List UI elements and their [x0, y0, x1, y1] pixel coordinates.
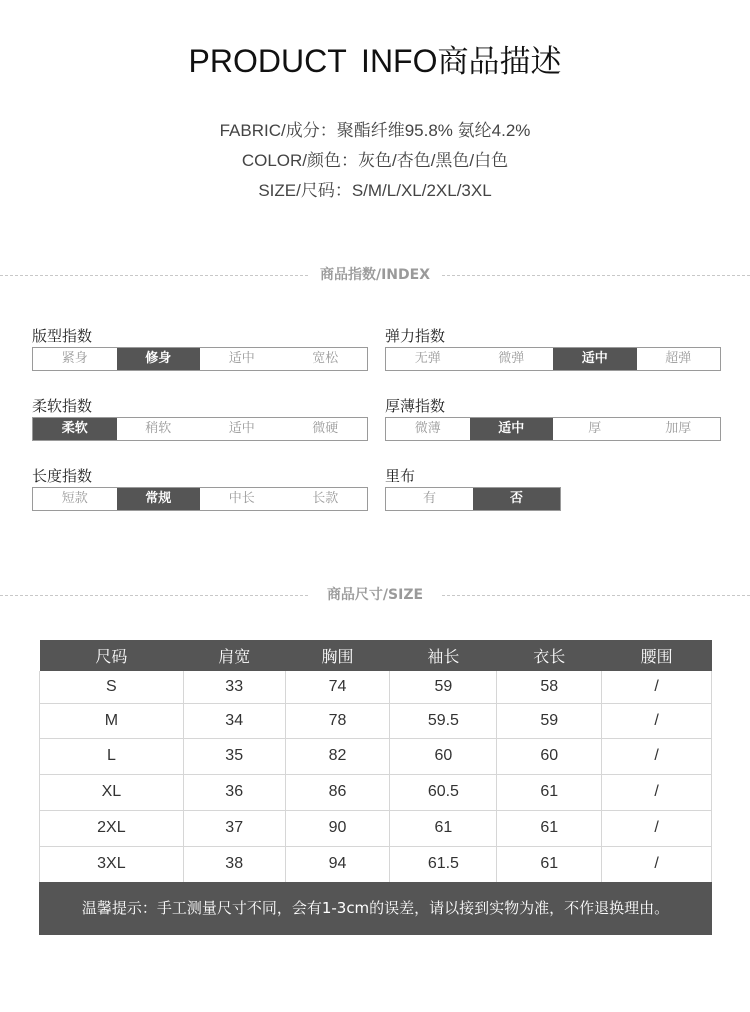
lining-option: 否 — [473, 488, 560, 510]
table-cell: 60.5 — [390, 774, 497, 810]
table-cell: / — [602, 810, 712, 846]
title-cn: 商品描述 — [437, 44, 562, 80]
table-cell: 58 — [497, 671, 602, 703]
index-divider — [0, 265, 750, 285]
table-row — [40, 738, 712, 774]
table-cell: L — [40, 738, 184, 774]
thick-option: 加厚 — [665, 421, 692, 436]
table-cell: 38 — [183, 846, 285, 882]
elastic-index-title: 弹力指数 — [385, 327, 446, 345]
header-cell: 肩宽 — [183, 640, 285, 671]
fabric-line: FABRIC/成分：聚酯纤维95.8% 氨纶4.2% — [219, 121, 531, 140]
table-cell: 61 — [497, 774, 602, 810]
table-cell: 90 — [285, 810, 390, 846]
elastic-option: 超弹 — [665, 351, 692, 366]
table-cell: 78 — [285, 703, 390, 738]
table-cell: 94 — [285, 846, 390, 882]
table-cell: / — [602, 703, 712, 738]
length-option: 长款 — [312, 491, 339, 506]
fit-option: 紧身 — [61, 351, 88, 366]
table-cell: / — [602, 774, 712, 810]
table-row — [40, 671, 712, 703]
table-cell: 36 — [183, 774, 285, 810]
table-cell: 59 — [390, 671, 497, 703]
table-cell: XL — [40, 774, 184, 810]
table-cell: 33 — [183, 671, 285, 703]
table-cell: 35 — [183, 738, 285, 774]
fit-index-scale — [32, 347, 368, 371]
size-table-header — [40, 640, 712, 671]
table-cell: / — [602, 738, 712, 774]
soft-option: 适中 — [228, 421, 255, 436]
soft-option: 微硬 — [312, 421, 339, 436]
table-cell: 60 — [497, 738, 602, 774]
size-table-body — [40, 671, 712, 882]
table-cell: 3XL — [40, 846, 184, 882]
fit-option: 适中 — [228, 351, 255, 366]
length-option: 短款 — [61, 491, 88, 506]
lining-option: 有 — [422, 491, 436, 506]
table-cell: 59.5 — [390, 703, 497, 738]
table-cell: 37 — [183, 810, 285, 846]
length-option: 中长 — [228, 491, 255, 506]
length-index-title: 长度指数 — [32, 467, 93, 485]
soft-option: 柔软 — [33, 418, 117, 440]
header-cell: 尺码 — [40, 640, 184, 671]
soft-index-scale — [32, 417, 368, 441]
table-cell: / — [602, 671, 712, 703]
thick-option: 微薄 — [414, 421, 441, 436]
table-cell: 86 — [285, 774, 390, 810]
table-cell: S — [40, 671, 184, 703]
thick-index-scale — [385, 417, 721, 441]
table-cell: 61 — [497, 810, 602, 846]
table-cell: / — [602, 846, 712, 882]
thick-option: 适中 — [470, 418, 554, 440]
elastic-index-scale — [385, 347, 721, 371]
table-cell: 82 — [285, 738, 390, 774]
table-cell: 74 — [285, 671, 390, 703]
warm-tip-note: 温馨提示：手工测量尺寸不同，会有1-3cm的误差，请以接到实物为准，不作退换理由。 — [39, 882, 712, 935]
page-title — [0, 36, 750, 81]
table-cell: 34 — [183, 703, 285, 738]
table-row — [40, 703, 712, 738]
thick-index-title: 厚薄指数 — [385, 397, 446, 415]
size-section-label: 商品尺寸/SIZE — [326, 587, 424, 603]
size-table — [39, 640, 712, 883]
table-cell: M — [40, 703, 184, 738]
size-line: SIZE/尺码：S/M/L/XL/2XL/3XL — [258, 181, 492, 200]
table-row — [40, 810, 712, 846]
header-cell: 腰围 — [602, 640, 712, 671]
header-cell: 袖长 — [390, 640, 497, 671]
table-cell: 60 — [390, 738, 497, 774]
size-divider — [0, 585, 750, 605]
elastic-option: 无弹 — [414, 351, 441, 366]
table-cell: 2XL — [40, 810, 184, 846]
color-line: COLOR/颜色：灰色/杏色/黑色/白色 — [241, 151, 509, 170]
lining-title: 里布 — [385, 467, 416, 485]
thick-option: 厚 — [588, 421, 602, 436]
soft-option: 稍软 — [145, 421, 172, 436]
table-row — [40, 774, 712, 810]
length-index-scale — [32, 487, 368, 511]
header-cell: 衣长 — [497, 640, 602, 671]
table-cell: 59 — [497, 703, 602, 738]
table-cell: 61 — [497, 846, 602, 882]
header-cell: 胸围 — [285, 640, 390, 671]
soft-index-title: 柔软指数 — [32, 397, 93, 415]
table-cell: 61.5 — [390, 846, 497, 882]
elastic-option: 适中 — [553, 348, 637, 370]
index-section-label: 商品指数/INDEX — [319, 267, 431, 283]
title-en: PRODUCT INFO — [188, 43, 438, 79]
table-row — [40, 846, 712, 882]
elastic-option: 微弹 — [498, 351, 525, 366]
length-option: 常规 — [117, 488, 201, 510]
lining-scale — [385, 487, 561, 511]
table-cell: 61 — [390, 810, 497, 846]
fit-index-title: 版型指数 — [32, 327, 93, 345]
fit-option: 宽松 — [312, 351, 339, 366]
fit-option: 修身 — [117, 348, 201, 370]
